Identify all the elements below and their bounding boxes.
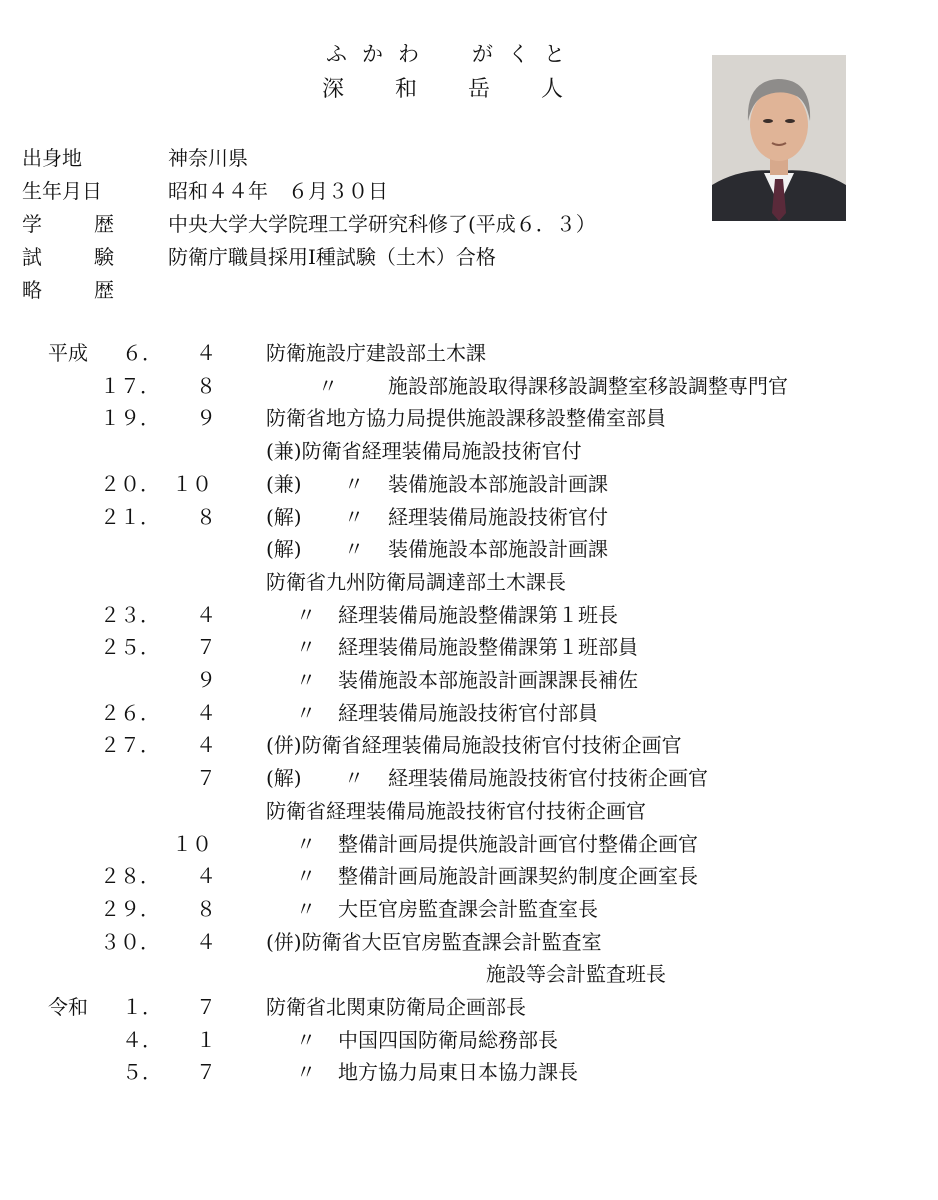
career-year: ３０． (100, 929, 160, 954)
career-month: ８ (196, 373, 216, 398)
name-char: 人 (541, 77, 564, 102)
career-year: １９． (100, 406, 160, 431)
career-year: ２７． (100, 733, 160, 758)
career-text: 防衛省北関東防衛局企画部長 (266, 995, 526, 1019)
career-row (0, 599, 938, 625)
career-text: 地方協力局東日本協力課長 (338, 1060, 578, 1085)
career-ditto: 〃 (296, 896, 316, 921)
career-row (0, 664, 938, 690)
value-birthdate: 昭和４４年 ６月３０日 (168, 179, 388, 203)
career-text: 施設部施設取得課移設調整室移設調整専門官 (388, 373, 788, 398)
career-year: １７． (100, 373, 160, 398)
career-month: ４ (196, 602, 216, 627)
career-month: ４ (196, 700, 216, 725)
career-ditto: 〃 (296, 1060, 316, 1085)
career-year: １． (122, 995, 162, 1019)
career-text: 防衛施設庁建設部土木課 (266, 341, 486, 365)
career-year: ２３． (100, 602, 160, 627)
career-ditto: 〃 (296, 602, 316, 627)
career-month: ７ (196, 766, 216, 791)
career-row (0, 729, 938, 758)
kana-char: く (508, 42, 529, 66)
career-row (0, 402, 938, 431)
career-row (0, 435, 938, 464)
career-year: ２９． (100, 896, 160, 921)
career-ditto: 〃 (318, 373, 338, 398)
value-birthplace: 神奈川県 (168, 146, 248, 170)
career-month: ９ (196, 668, 216, 692)
career-row (0, 795, 938, 821)
career-year: ２０． (100, 471, 160, 496)
name-char: 和 (395, 77, 418, 102)
career-month: ７ (196, 995, 216, 1019)
name-char: 岳 (468, 77, 491, 102)
career-text: 整備計画局提供施設計画官付整備企画官 (338, 831, 698, 856)
career-row (0, 762, 938, 791)
career-month: ９ (196, 406, 216, 431)
career-row (0, 533, 938, 562)
career-era: 平成 (48, 341, 88, 365)
career-text: 装備施設本部施設計画課 (388, 537, 608, 562)
career-row (0, 697, 938, 723)
career-text: 装備施設本部施設計画課 (388, 471, 608, 496)
career-month: ４ (196, 929, 216, 954)
kana-char: わ (398, 42, 419, 66)
career-month: １ (196, 1027, 216, 1052)
career-text: 防衛省経理装備局施設技術官付技術企画官 (266, 798, 646, 823)
career-year: ２５． (100, 635, 160, 660)
kana-char: ふ (326, 42, 347, 66)
career-row (0, 631, 938, 660)
career-year: ５． (122, 1060, 162, 1085)
career-row (0, 926, 938, 952)
career-ditto: 〃 (296, 831, 316, 856)
kana-char: か (362, 42, 383, 66)
name-char: 深 (322, 77, 345, 102)
career-text: (兼)防衛省経理装備局施設技術官付 (266, 439, 582, 464)
career-ditto: 〃 (296, 668, 316, 692)
career-row (0, 893, 938, 919)
career-row (0, 468, 938, 494)
career-month: ７ (196, 1060, 216, 1085)
career-text: 経理装備局施設整備課第１班部員 (338, 635, 638, 660)
career-row (0, 860, 938, 889)
career-row (0, 337, 938, 363)
career-year: ２６． (100, 700, 160, 725)
career-ditto: 〃 (296, 700, 316, 725)
career-row (0, 1056, 938, 1085)
career-text: 経理装備局施設技術官付技術企画官 (388, 766, 708, 791)
career-prefix: (解) (266, 504, 302, 529)
career-text: 経理装備局施設整備課第１班長 (338, 602, 618, 627)
career-text: 防衛省九州防衛局調達部土木課長 (266, 569, 566, 594)
career-prefix: (解) (266, 766, 302, 791)
kana-char: が (472, 42, 493, 66)
career-text: 装備施設本部施設計画課課長補佐 (338, 668, 638, 692)
career-text: (併)防衛省経理装備局施設技術官付技術企画官 (266, 733, 682, 758)
career-year: ４． (122, 1027, 162, 1052)
career-ditto: 〃 (296, 635, 316, 660)
career-text: 経理装備局施設技術官付 (388, 504, 608, 529)
career-year: ２１． (100, 504, 160, 529)
career-month: ８ (196, 896, 216, 921)
career-text: 大臣官房監査課会計監査室長 (338, 896, 598, 921)
career-month: １０ (172, 471, 212, 496)
career-row (0, 828, 938, 854)
career-month: ８ (196, 504, 216, 529)
value-exam: 防衛庁職員採用Ⅰ種試験（土木）合格 (168, 245, 496, 269)
career-row (0, 1024, 938, 1050)
career-text: 施設等会計監査班長 (486, 962, 666, 987)
kana-char: と (544, 42, 565, 66)
career-month: ４ (196, 341, 216, 365)
career-year: ２８． (100, 864, 160, 889)
career-month: ４ (196, 733, 216, 758)
career-ditto: 〃 (296, 864, 316, 889)
career-row (0, 991, 938, 1017)
career-ditto: 〃 (344, 504, 364, 529)
career-row (0, 958, 938, 987)
career-prefix: (兼) (266, 471, 302, 496)
career-ditto: 〃 (344, 471, 364, 496)
portrait-icon (712, 55, 846, 221)
career-row (0, 370, 938, 396)
portrait-photo (712, 55, 846, 221)
career-year: ６． (122, 341, 162, 365)
career-prefix: (解) (266, 537, 302, 562)
career-era: 令和 (48, 995, 88, 1019)
career-month: １０ (172, 831, 212, 856)
career-row (0, 566, 938, 592)
career-month: ４ (196, 864, 216, 889)
career-text: 防衛省地方協力局提供施設課移設整備室部員 (266, 406, 666, 431)
career-text: 整備計画局施設計画課契約制度企画室長 (338, 864, 698, 889)
career-text: 中国四国防衛局総務部長 (338, 1027, 558, 1052)
career-month: ７ (196, 635, 216, 660)
career-ditto: 〃 (344, 766, 364, 791)
career-text: (併)防衛省大臣官房監査課会計監査室 (266, 929, 602, 954)
career-ditto: 〃 (344, 537, 364, 562)
career-text: 経理装備局施設技術官付部員 (338, 700, 598, 725)
value-education: 中央大学大学院理工学研究科修了(平成６．３） (168, 212, 596, 236)
career-ditto: 〃 (296, 1027, 316, 1052)
career-row (0, 501, 938, 527)
